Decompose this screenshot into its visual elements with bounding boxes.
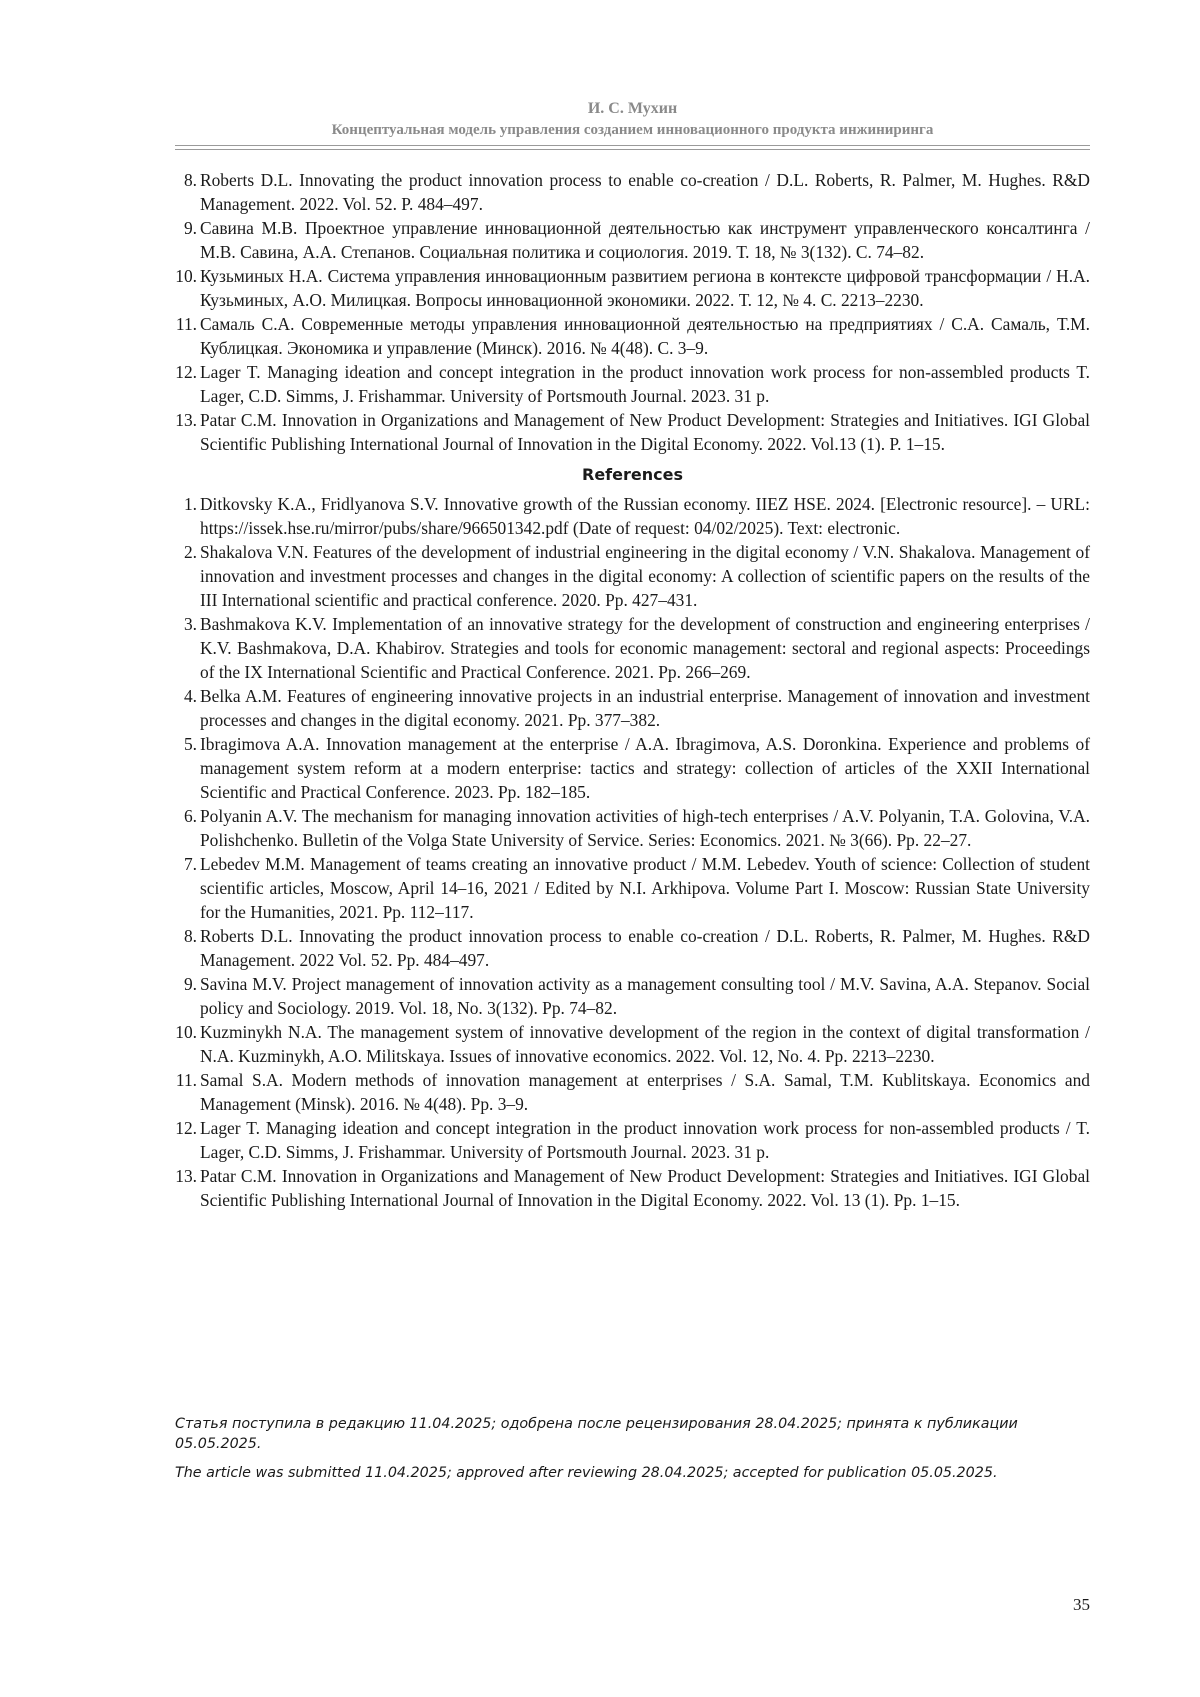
reference-number: 11. [175,1070,197,1090]
reference-number: 8. [183,926,197,946]
reference-number: 10. [175,1022,197,1042]
reference-item [175,612,1090,684]
reference-number: 5. [183,734,197,754]
reference-item [175,264,1090,312]
running-head-title: Концептуальная модель управления созданием инновационного продукта инжиниринга [331,122,934,138]
reference-item [175,684,1090,732]
reference-number: 9. [183,218,197,238]
page-number: 35 [1073,1595,1090,1614]
reference-text: Kuzminykh N.A. The management system of innovative development of the region in the context of digital transformation / N.A. Kuzminykh, A.O. Militskaya. Issues of innovative economics. 2022. Vol. 12, No. 4. Pp. 2213–2230. [200,1022,1090,1066]
reference-number: 12. [175,1118,197,1138]
reference-text: Lager T. Managing ideation and concept integration in the product innovation work process for non-assembled products / T. Lager, C.D. Simms, J. Frishammar. University of Portsmouth Journal. 2023. 31 p. [200,1118,1090,1162]
reference-item [175,540,1090,612]
reference-number: 8. [183,170,197,190]
reference-item [175,972,1090,1020]
submission-note-en: The article was submitted 11.04.2025; approved after reviewing 28.04.2025; accepted for publication 05.05.2025. [175,1465,998,1481]
reference-number: 10. [175,266,197,286]
running-head-author: И. С. Мухин [587,100,678,117]
reference-text: Ditkovsky K.A., Fridlyanova S.V. Innovative growth of the Russian economy. IIEZ HSE. 2024. [Electronic resource]. – URL: https://issek.hse.ru/mirror/pubs/share/966501342.pdf (Date of request: 04/02/2025). Text: electronic. [200,494,1090,538]
reference-number: 9. [183,974,197,994]
reference-item [175,216,1090,264]
reference-number: 12. [175,362,197,382]
reference-text: Samal S.A. Modern methods of innovation management at enterprises / S.A. Samal, T.M. Kublitskaya. Economics and Management (Minsk). 2016. № 4(48). Pp. 3–9. [200,1070,1090,1114]
submission-note-ru: Статья поступила в редакцию 11.04.2025; одобрена после рецензирования 28.04.2025; принята к публикации 05.05.2025. [175,1416,1018,1452]
header-rule-bottom [175,149,1090,150]
reference-text: Bashmakova K.V. Implementation of an innovative strategy for the development of construction and engineering enterprises / K.V. Bashmakova, D.A. Khabirov. Strategies and tools for economic management: sectoral and regional aspects: Proceedings of the IX International Scientific and Practical Conference. 2021. Pp. 266–269. [200,614,1090,682]
reference-item [175,804,1090,852]
reference-item [175,852,1090,924]
reference-text: Lebedev M.M. Management of teams creating an innovative product / M.M. Lebedev. Youth of science: Collection of student scientific articles, Moscow, April 14–16, 2021 / Edited by N.I. Arkhipova. Volume Part I. Moscow: Russian State University for the Humanities, 2021. Pp. 112–117. [200,854,1090,922]
reference-text: Patar C.M. Innovation in Organizations and Management of New Product Development: Strategies and Initiatives. IGI Global Scientific Publishing International Journal of Innovation in the Digital Economy. 2022. Vol. 13 (1). Pp. 1–15. [200,1166,1090,1210]
reference-item [175,492,1090,540]
reference-number: 13. [175,410,197,430]
reference-text: Савина М.В. Проектное управление инновационной деятельностью как инструмент управленческого консалтинга / М.В. Савина, А.А. Степанов. Социальная политика и социология. 2019. Т. 18, № 3(132). С. 74–82. [200,218,1090,262]
reference-item [175,1068,1090,1116]
reference-text: Patar C.M. Innovation in Organizations and Management of New Product Development: Strategies and Initiatives. IGI Global Scientific Publishing International Journal of Innovation in the Digital Economy. 2022. Vol.13 (1). P. 1–15. [200,410,1090,454]
reference-text: Кузьминых Н.А. Система управления инновационным развитием региона в контексте цифровой трансформации / Н.А. Кузьминых, А.О. Милицкая. Вопросы инновационной экономики. 2022. Т. 12, № 4. С. 2213–2230. [200,266,1090,310]
reference-text: Savina M.V. Project management of innovation activity as a management consulting tool / M.V. Savina, A.A. Stepanov. Social policy and Sociology. 2019. Vol. 18, No. 3(132). Pp. 74–82. [200,974,1090,1018]
running-head [175,98,1090,140]
reference-text: Polyanin A.V. The mechanism for managing innovation activities of high-tech enterprises / A.V. Polyanin, T.A. Golovina, V.A. Polishchenko. Bulletin of the Volga State University of Service. Series: Economics. 2021. № 3(66). Pp. 22–27. [200,806,1090,850]
reference-item [175,1164,1090,1212]
reference-item [175,1116,1090,1164]
reference-number: 6. [183,806,197,826]
reference-number: 4. [183,686,197,706]
reference-content [175,168,1090,1212]
reference-number: 1. [183,494,197,514]
reference-number: 13. [175,1166,197,1186]
reference-text: Shakalova V.N. Features of the development of industrial engineering in the digital economy / V.N. Shakalova. Management of innovation and investment processes and changes in the digital economy: A collection of scientific papers on the results of the III International scientific and practical conference. 2020. Pp. 427–431. [200,542,1090,610]
reference-number: 7. [183,854,197,874]
reference-item [175,408,1090,456]
reference-number: 2. [183,542,197,562]
reference-item [175,312,1090,360]
english-reference-list [175,492,1090,1212]
russian-reference-list [175,168,1090,456]
reference-item [175,732,1090,804]
reference-text: Roberts D.L. Innovating the product innovation process to enable co-creation / D.L. Roberts, R. Palmer, M. Hughes. R&D Management. 2022 Vol. 52. Pp. 484–497. [200,926,1090,970]
reference-text: Belka A.M. Features of engineering innovative projects in an industrial enterprise. Management of innovation and investment processes and changes in the digital economy. 2021. Pp. 377–382. [200,686,1090,730]
reference-item [175,924,1090,972]
reference-number: 3. [183,614,197,634]
reference-item [175,360,1090,408]
reference-text: Ibragimova A.A. Innovation management at the enterprise / A.A. Ibragimova, A.S. Doronkina. Experience and problems of management system reform at a modern enterprise: tactics and strategy: collection of articles of the XXII International Scientific and Practical Conference. 2023. Pp. 182–185. [200,734,1090,802]
header-rule-top [175,145,1090,146]
reference-text: Roberts D.L. Innovating the product innovation process to enable co-creation / D.L. Roberts, R. Palmer, M. Hughes. R&D Management. 2022. Vol. 52. P. 484–497. [200,170,1090,214]
reference-text: Lager T. Managing ideation and concept integration in the product innovation work process for non-assembled products T. Lager, C.D. Simms, J. Frishammar. University of Portsmouth Journal. 2023. 31 p. [200,362,1090,406]
reference-text: Самаль С.А. Современные методы управления инновационной деятельностью на предприятиях / С.А. Самаль, Т.М. Кублицкая. Экономика и управление (Минск). 2016. № 4(48). С. 3–9. [200,314,1090,358]
references-heading: References [582,465,683,484]
reference-number: 11. [175,314,197,334]
reference-item [175,168,1090,216]
reference-item [175,1020,1090,1068]
